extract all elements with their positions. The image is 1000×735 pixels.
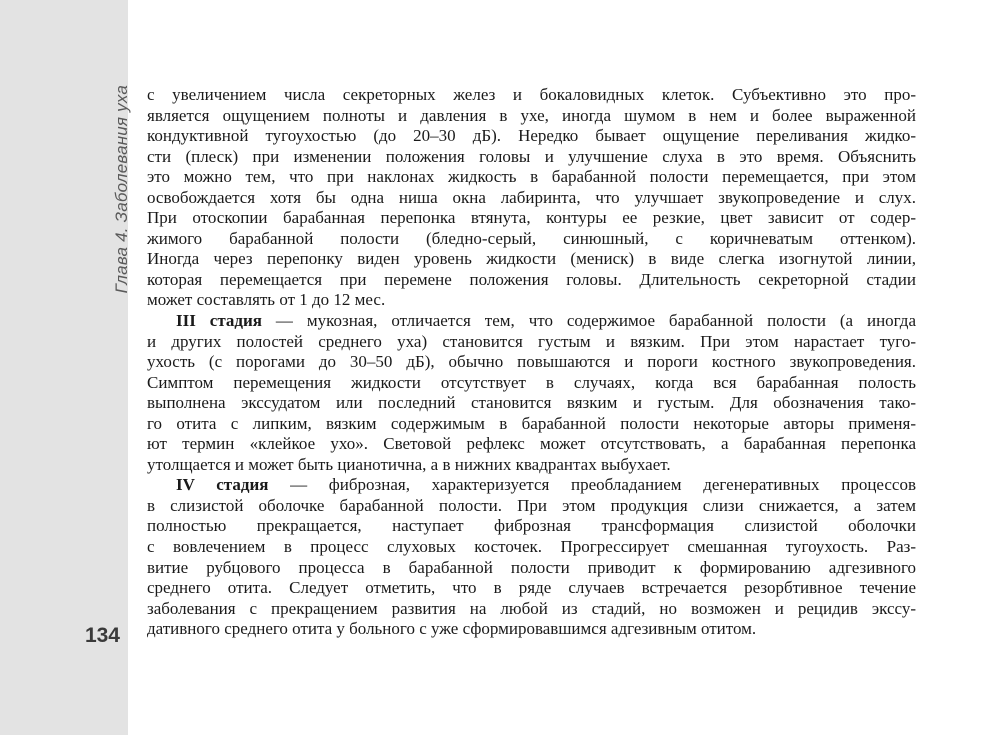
paragraph-first-line — [147, 311, 916, 332]
text-line: это можно тем, что при наклонах жидкость в барабанной полости перемещается, при этом — [147, 167, 916, 187]
text-line: может составлять от 1 до 12 мес. — [147, 290, 386, 310]
text-line: которая перемещается при перемене положения головы. Длительность секреторной стадии — [147, 269, 916, 289]
text-line: освобождается хотя бы одна ниша окна лабиринта, что улучшает звукопроведение и слух. — [147, 187, 916, 207]
text-line: жимого барабанной полости (бледно-серый, синюшный, с коричневатым оттенком). — [147, 228, 916, 248]
body-text — [147, 85, 916, 640]
text-line: с вовлечением в процесс слуховых косточек. Прогрессирует смешанная тугоухость. Раз- — [147, 537, 916, 557]
text-line: заболевания с прекращением развития на любой из стадий, но возможен и рецидив экссу- — [147, 598, 916, 618]
text-line: ют термин «клейкое ухо». Световой рефлекс может отсутствовать, а барабанная перепонка — [147, 434, 916, 454]
text-line: го отита с липким, вязким содержимым в барабанной полости некоторые авторы применя- — [147, 413, 916, 433]
text-line: в слизистой оболочке барабанной полости. При этом продукция слизи снижается, а затем — [147, 495, 916, 515]
text-line: сти (плеск) при изменении положения головы и улучшение слуха в это время. Объяснить — [147, 146, 916, 166]
text-line: и других полостей среднего уха) становится густым и вязким. При этом нарастает туго- — [147, 331, 916, 351]
paragraph-first-line — [147, 475, 916, 496]
text-line: Симптом перемещения жидкости отсутствует в случаях, когда вся барабанная полость — [147, 372, 916, 392]
text-line: выполнена экссудатом или последний становится вязким и густым. Для обозначения тако- — [147, 393, 916, 413]
text-line: Иногда через перепонку виден уровень жидкости (мениск) в виде слегка изогнутой линии, — [147, 249, 916, 269]
text-line: с увеличением числа секреторных желез и бокаловидных клеток. Субъективно это про- — [147, 85, 916, 104]
text-run: — мукозная, отличается тем, что содержимое барабанной полости (а иногда — [261, 311, 917, 331]
text-line: При отоскопии барабанная перепонка втянута, контуры ее резкие, цвет зависит от содер- — [147, 208, 916, 228]
text-line: дативного среднего отита у больного с уже сформировавшимся адгезивным отитом. — [147, 619, 757, 639]
text-line: витие рубцового процесса в барабанной полости приводит к формированию адгезивного — [147, 557, 916, 577]
text-line: ухость (с порогами до 30–50 дБ), обычно повышаются и пороги костного звукопроведения. — [147, 352, 916, 372]
text-line: утолщается и может быть цианотична, а в нижних квадрантах выбухает. — [147, 454, 671, 474]
text-line: кондуктивной тугоухостью (до 20–30 дБ). Нередко бывает ощущение переливания жидко- — [147, 126, 916, 146]
page-number: 134 — [84, 624, 120, 647]
text-line: является ощущением полноты и давления в ухе, иногда шумом в нем и более выраженной — [147, 105, 916, 125]
stage-heading: IV стадия — [176, 475, 269, 495]
text-run: — фиброзная, характеризуется преобладанием дегенеративных процессов — [268, 475, 916, 495]
stage-heading: III стадия — [176, 311, 262, 331]
text-line: полностью прекращается, наступает фиброзная трансформация слизистой оболочки — [147, 516, 916, 536]
text-line: среднего отита. Следует отметить, что в ряде случаев встречается резорбтивное течение — [147, 578, 916, 598]
running-head: Глава 4. Заболевания уха — [112, 85, 131, 294]
